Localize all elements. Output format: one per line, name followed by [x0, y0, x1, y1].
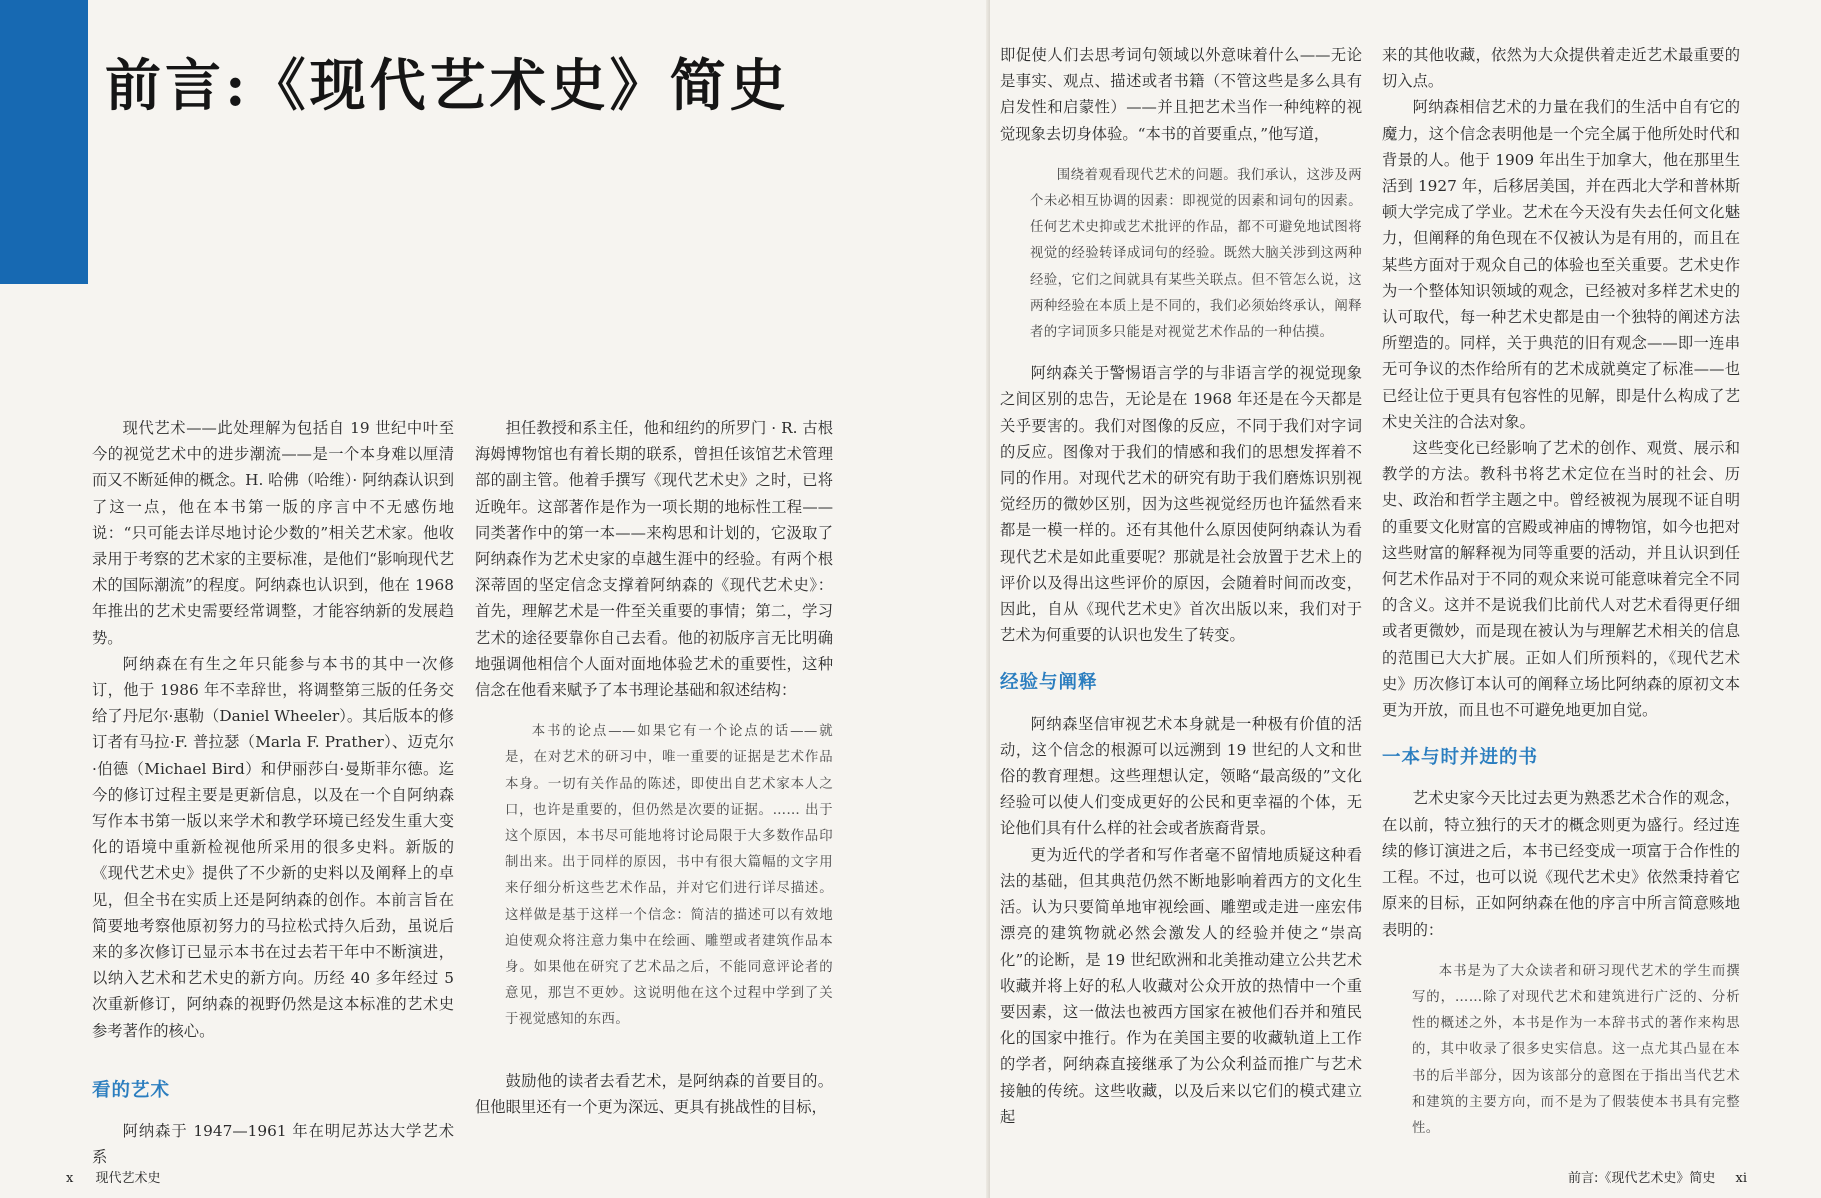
- paragraph: 即促使人们去思考词句领域以外意味着什么——无论是事实、观点、描述或者书籍（不管这些是多么具有启发性和启蒙性）——并且把艺术当作一种纯粹的视觉现象去切身体验。“本书的首要重点，”他写道，: [1000, 46, 1362, 143]
- right-page: [990, 0, 1821, 1198]
- paragraph: 阿纳森相信艺术的力量在我们的生活中自有它的魔力，这个信念表明他是一个完全属于他所处时代和背景的人。他于 1909 年出生于加拿大，他在那里生活到 1927 年，后移居美国，并在西北大学和普林斯顿大学完成了学业。艺术在今天没有失去任何文化魅力，但阐释的角色现在不仅被认为是有用的，而且在某些方面对于观众自己的体验也至关重要。艺术史作为一个整体知识领域的观念，已经被对多样艺术史的认可取代，每一种艺术史都是由一个独特的阐述方法所塑造的。同样，关于典范的旧有观念——即一连串无可争议的杰作给所有的艺术成就奠定了标准——也已经让位于更具有包容性的见解，即是什么构成了艺术史关注的合法对象。: [1382, 98, 1740, 431]
- running-head: 前言:《现代艺术史》简史: [1568, 1171, 1716, 1186]
- paragraph: 鼓励他的读者去看艺术，是阿纳森的首要目的。但他眼里还有一个更为深远、更具有挑战性的目标，: [475, 1071, 833, 1116]
- block-quote: [1412, 959, 1740, 1142]
- paragraph: 阿纳森于 1947—1961 年在明尼苏达大学艺术系: [92, 1122, 454, 1167]
- paragraph: 阿纳森在有生之年只能参与本书的其中一次修订，他于 1986 年不幸辞世，将调整第三版的任务交给了丹尼尔·惠勒（Daniel Wheeler）。其后版本的修订者有马拉·F. 普拉瑟（Marla F. Prather）、迈克尔·伯德（Michael Bird）和伊丽莎白·曼斯菲尔德。迄今的修订过程主要是更新信息，以及在一个自阿纳森写作本书第一版以来学术和教学环境已经发生重大变化的语境中重新检视他所采用的很多史料。新版的《现代艺术史》提供了不少新的史料以及阐释上的卓见，但全书在实质上还是阿纳森的创作。本前言旨在简要地考察他原初努力的马拉松式持久后劲，虽说后来的多次修订已显示本书在过去若干年中不断演进，以纳入艺术和艺术史的新方向。历经 40 多年经过 5 次重新修订，阿纳森的视野仍然是这本标准的艺术史参考著作的核心。: [92, 654, 454, 1040]
- paragraph: 艺术史家今天比过去更为熟悉艺术合作的观念，在以前，特立独行的天才的概念则更为盛行。经过连续的修订演进之后，本书已经变成一项富于合作性的工程。不过，也可以说《现代艺术史》依然秉持着它原来的目标，正如阿纳森在他的序言中所言简意赅地表明的：: [1382, 789, 1740, 939]
- paragraph: 这些变化已经影响了艺术的创作、观赏、展示和教学的方法。教科书将艺术定位在当时的社会、历史、政治和哲学主题之中。曾经被视为展现不证自明的重要文化财富的宫殿或神庙的博物馆，如今也把对这些财富的解释视为同等重要的活动，并且认识到任何艺术作品对于不同的观众来说可能意味着完全不同的含义。这并不是说我们比前代人对艺术看得更仔细或者更微妙，而是现在被认为与理解艺术相关的信息的范围已大大扩展。正如人们所预料的，《现代艺术史》历次修订本认可的阐释立场比阿纳森的原初文本更为开放，而且也不可避免地更加自觉。: [1382, 439, 1740, 720]
- quote-text: 本书是为了大众读者和研习现代艺术的学生而撰写的，……除了对现代艺术和建筑进行广泛的、分析性的概述之外，本书是作为一本辞书式的著作来构思的，其中收录了很多史实信息。这一点尤其凸显在本书的后半部分，因为该部分的意图在于指出当代艺术和建筑的主要方向，而不是为了假装使本书具有完整性。: [1412, 963, 1740, 1136]
- right-folio: [1568, 1167, 1747, 1186]
- section-heading: 经验与阐释: [1000, 672, 1098, 694]
- paragraph: 阿纳森坚信审视艺术本身就是一种极有价值的活动，这个信念的根源可以远溯到 19 世纪的人文和世俗的教育理想。这些理想认定，领略“最高级的”文化经验可以使人们变成更好的公民和更幸福的个体，无论他们具有什么样的社会或者族裔背景。: [1000, 714, 1362, 838]
- page-number: xi: [1735, 1171, 1748, 1186]
- left-column-1: [92, 415, 454, 1170]
- right-column-1: [1000, 42, 1362, 1130]
- left-folio: [66, 1167, 161, 1186]
- chapter-title: 前言:《现代艺术史》简史: [105, 53, 790, 119]
- paragraph: 阿纳森关于警惕语言学的与非语言学的视觉现象之间区别的忠告，无论是在 1968 年还是在今天都是关乎要害的。我们对图像的反应，不同于我们对字词的反应。图像对于我们的情感和我们的思想发挥着不同的作用。对现代艺术的研究有助于我们磨炼识别视觉经历的微妙区别，因为这些视觉经历也许猛然看来都是一模一样的。还有其他什么原因使阿纳森认为看现代艺术是如此重要呢？那就是社会放置于艺术上的评价以及得出这些评价的原因，会随着时间而改变，因此，自从《现代艺术史》首次出版以来，我们对于艺术为何重要的认识也发生了转变。: [1000, 364, 1362, 645]
- paragraph: 现代艺术——此处理解为包括自 19 世纪中叶至今的视觉艺术中的进步潮流——是一个本身难以厘清而又不断延伸的概念。H. 哈佛（哈维）· 阿纳森认识到了这一点，他在本书第一版的序言中不无感伤地说：“只可能去详尽地讨论少数的”相关艺术家。他收录用于考察的艺术家的主要标准，是他们“影响现代艺术的国际潮流”的程度。阿纳森也认识到，他在 1968 年推出的艺术史需要经常调整，才能容纳新的发展趋势。: [92, 419, 454, 647]
- block-quote: [505, 719, 833, 1033]
- block-quote: [1030, 163, 1362, 346]
- paragraph: 担任教授和系主任，他和纽约的所罗门 · R. 古根海姆博物馆也有着长期的联系，曾担任该馆艺术管理部的副主管。他着手撰写《现代艺术史》之时，已将近晚年。这部著作是作为一项长期的地标性工程——同类著作中的第一本——来构思和计划的，它汲取了阿纳森作为艺术史家的卓越生涯中的经验。有两个根深蒂固的坚定信念支撑着阿纳森的《现代艺术史》：首先，理解艺术是一件至关重要的事情；第二，学习艺术的途径要靠你自己去看。他的初版序言无比明确地强调他相信个人面对面地体验艺术的重要性，这种信念在他看来赋予了本书理论基础和叙述结构：: [475, 419, 833, 700]
- chapter-color-bar: [0, 0, 88, 284]
- paragraph: 来的其他收藏，依然为大众提供着走近艺术最重要的切入点。: [1382, 46, 1740, 91]
- section-heading: 一本与时并进的书: [1382, 747, 1539, 769]
- right-column-2: [1382, 42, 1740, 1156]
- quote-text: 围绕着观看现代艺术的问题。我们承认，这涉及两个未必相互协调的因素：即视觉的因素和词句的因素。任何艺术史抑或艺术批评的作品，都不可避免地试图将视觉的经验转译成词句的经验。既然大脑关涉到这两种经验，它们之间就具有某些关联点。但不管怎么说，这两种经验在本质上是不同的，我们必须始终承认，阐释者的字词顶多只能是对视觉艺术作品的一种估摸。: [1030, 167, 1362, 341]
- left-column-2: [475, 415, 833, 1120]
- section-heading: 看的艺术: [92, 1079, 171, 1101]
- paragraph: 更为近代的学者和写作者毫不留情地质疑这种看法的基础，但其典范仍然不断地影响着西方的文化生活。认为只要简单地审视绘画、雕塑或走进一座宏伟漂亮的建筑物就必然会激发人的经验并使之“崇高化”的论断，是 19 世纪欧洲和北美推动建立公共艺术收藏并将上好的私人收藏对公众开放的热情中一个重要因素，这一做法也被西方国家在被他们吞并和殖民化的国家中推行。作为在美国主要的收藏轨道上工作的学者，阿纳森直接继承了为公众利益而推广与艺术接触的传统。这些收藏，以及后来以它们的模式建立起: [1000, 845, 1362, 1126]
- quote-text: 本书的论点——如果它有一个论点的话——就是，在对艺术的研习中，唯一重要的证据是艺术作品本身。一切有关作品的陈述，即使出自艺术家本人之口，也许是重要的，但仍然是次要的证据。…… 出于这个原因，本书尽可能地将讨论局限于大多数作品印制出来。出于同样的原因，书中有很大篇幅的文字用来仔细分析这些艺术作品，并对它们进行详尽描述。这样做是基于这样一个信念：简洁的描述可以有效地迫使观众将注意力集中在绘画、雕塑或者建筑作品本身。如果他在研究了艺术品之后，不能同意评论者的意见，那岂不更妙。这说明他在这个过程中学到了关于视觉感知的东西。: [505, 724, 833, 1028]
- page-number: x: [66, 1171, 74, 1186]
- running-head: 现代艺术史: [95, 1171, 161, 1186]
